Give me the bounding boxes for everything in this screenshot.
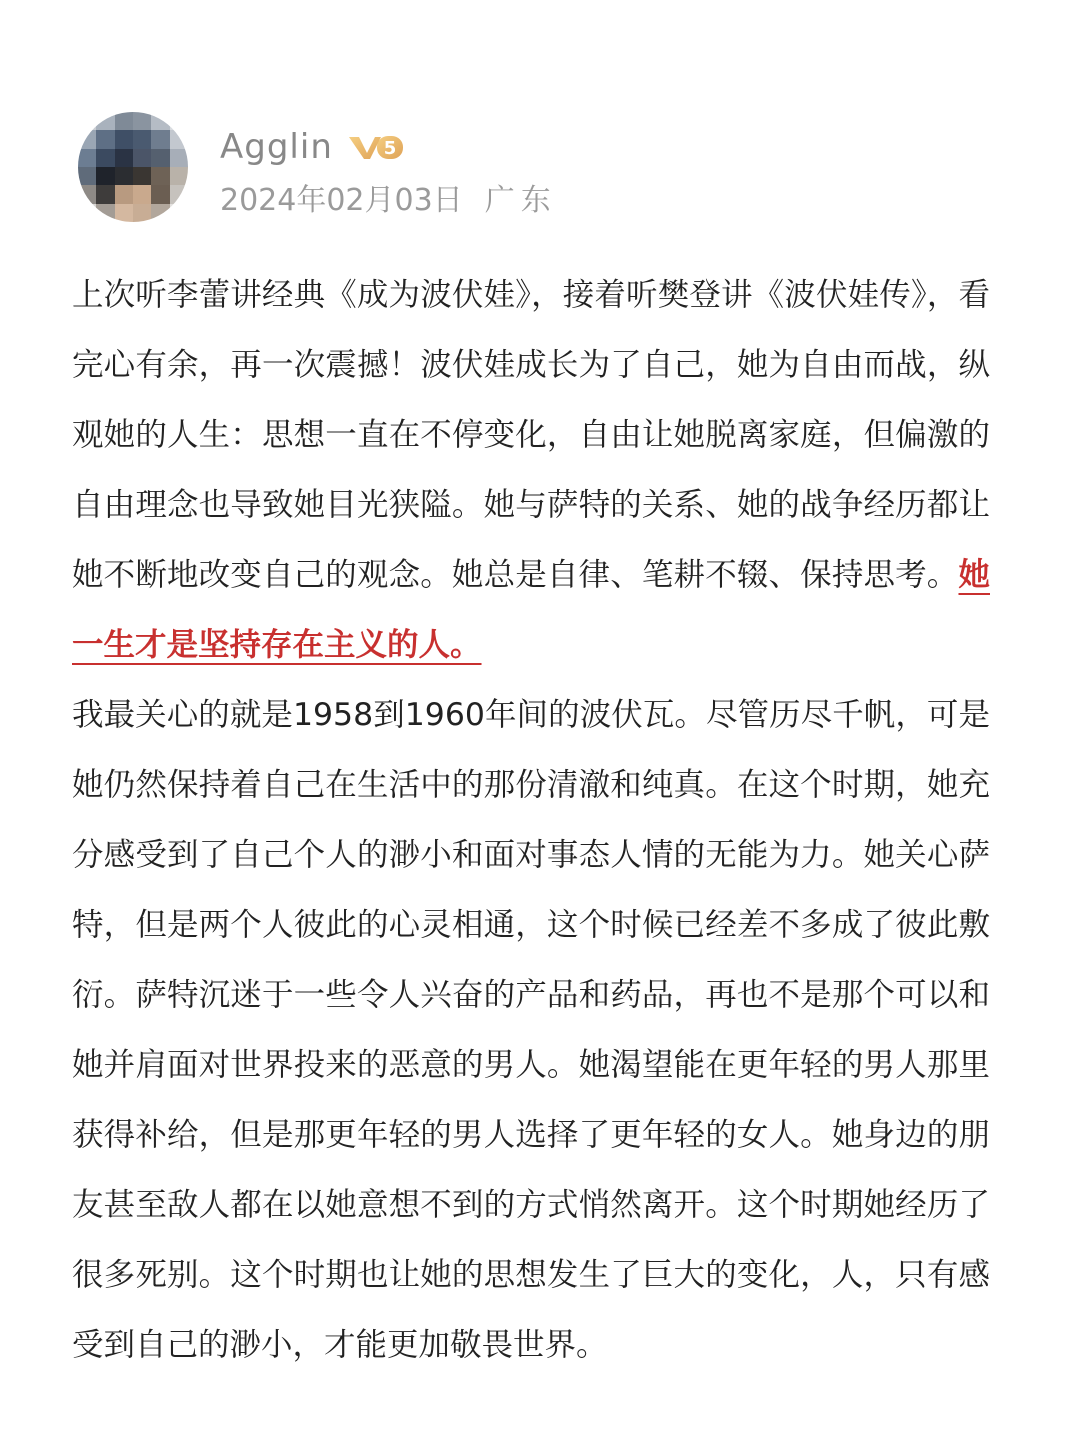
- avatar[interactable]: [78, 112, 188, 222]
- svg-text:5: 5: [383, 138, 397, 159]
- post-content: [72, 260, 990, 1380]
- vip-level-5-icon: [347, 131, 405, 163]
- highlighted-text: 她一生才是坚持存在主义的人。: [72, 557, 990, 663]
- post-location: 广东: [484, 183, 557, 218]
- paragraph-1-text: 上次听李蕾讲经典《成为波伏娃》，接着听樊登讲《波伏娃传》，看完心有余，再一次震撼！波伏娃成长为了自己，她为自由而战，纵观她的人生：思想一直在不停变化，自由让她脱离家庭，但偏激的自由理念也导致她目光狭隘。她与萨特的关系、她的战争经历都让她不断地改变自己的观念。她总是自律、笔耕不辍、保持思考。: [72, 277, 990, 593]
- username[interactable]: Agglin: [220, 127, 333, 167]
- username-row: [220, 122, 405, 172]
- post-meta: [220, 174, 557, 220]
- paragraph-2: [72, 680, 990, 1380]
- paragraph-1: [72, 260, 990, 680]
- post-date: 2024年02月03日: [220, 183, 463, 218]
- post-header: [78, 112, 978, 222]
- paragraph-2-text: 我最关心的就是1958到1960年间的波伏瓦。尽管历尽千帆，可是她仍然保持着自己在生活中的那份清澈和纯真。在这个时期，她充分感受到了自己个人的渺小和面对事态人情的无能为力。她关心萨特，但是两个人彼此的心灵相通，这个时候已经差不多成了彼此敷衍。萨特沉迷于一些令人兴奋的产品和药品，再也不是那个可以和她并肩面对世界投来的恶意的男人。她渴望能在更年轻的男人那里获得补给，但是那更年轻的男人选择了更年轻的女人。她身边的朋友甚至敌人都在以她意想不到的方式悄然离开。这个时期她经历了很多死别。这个时期也让她的思想发生了巨大的变化，人，只有感受到自己的渺小，才能更加敬畏世界。: [72, 697, 990, 1363]
